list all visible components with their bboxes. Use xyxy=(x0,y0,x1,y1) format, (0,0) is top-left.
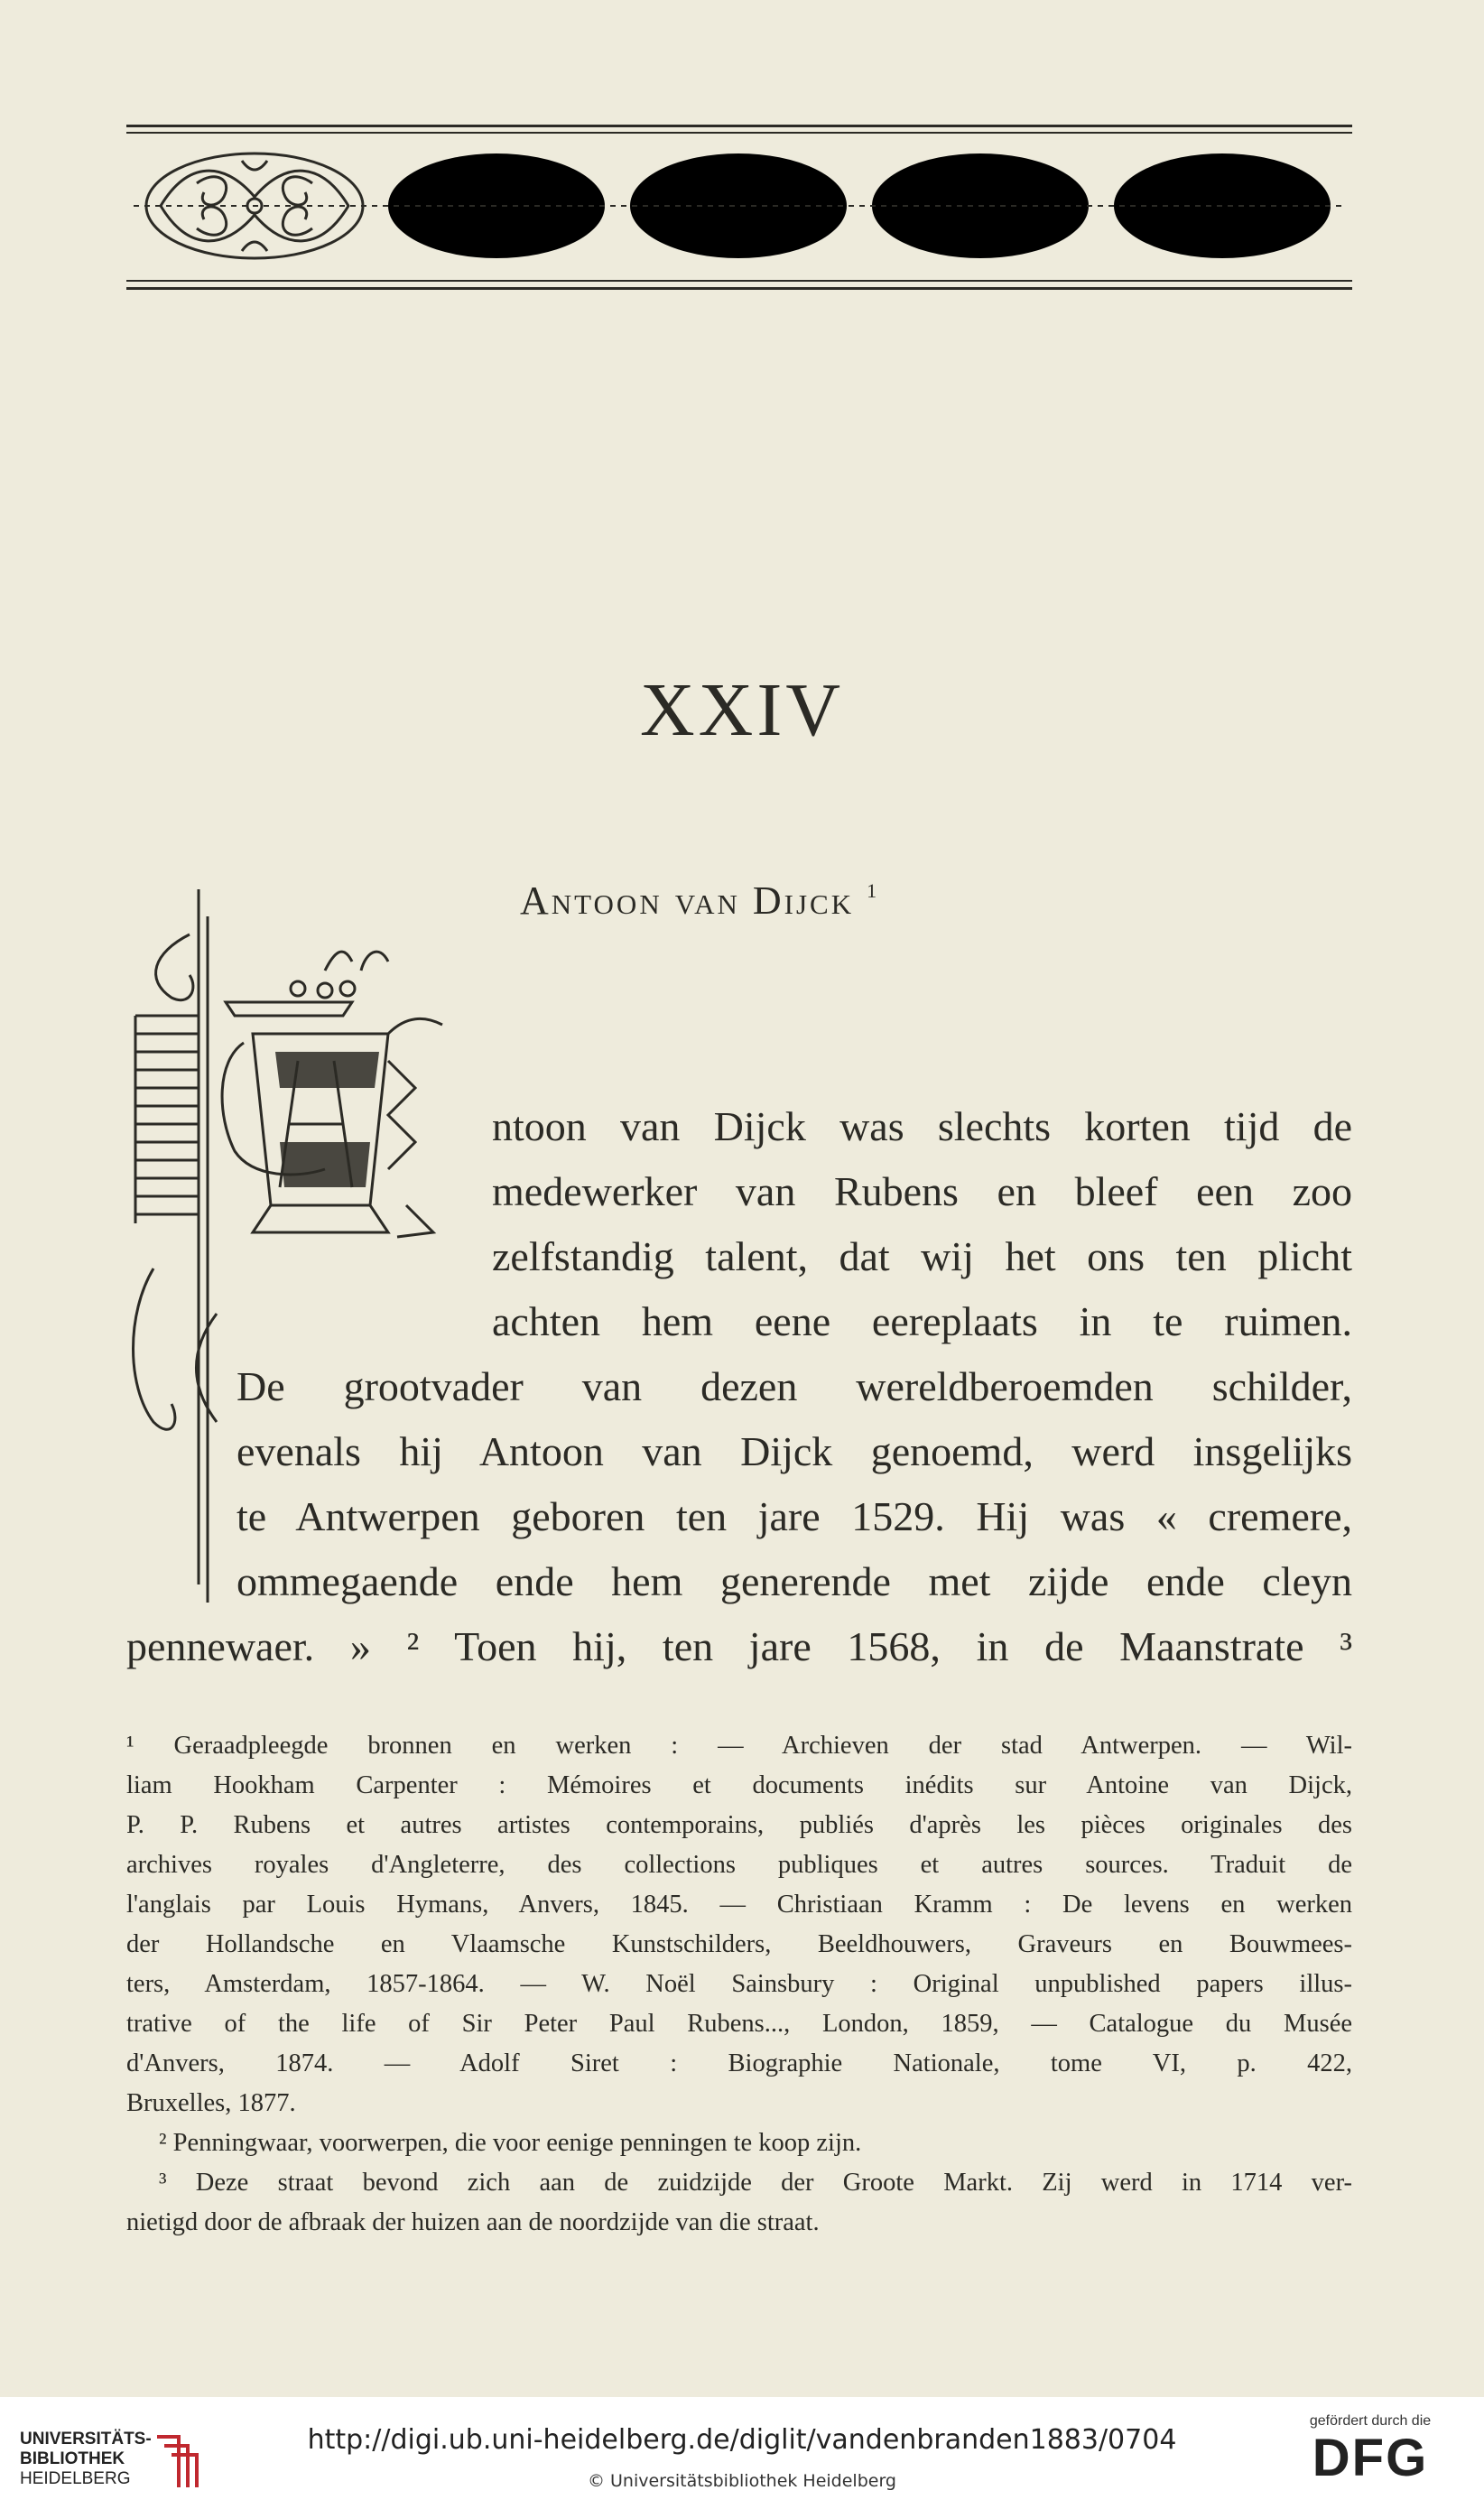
footnote-line-12: ³ Deze straat bevond zich aan de zuidzijde der Groote Markt. Zij werd in 1714 ver- xyxy=(159,2169,1352,2197)
footnote-line-8: trative of the life of Sir Peter Paul Rubens..., London, 1859, — Catalogue du Musée xyxy=(126,2010,1352,2038)
footnote-line-5: l'anglais par Louis Hymans, Anvers, 1845. — Christiaan Kramm : De levens en werken xyxy=(126,1891,1352,1919)
footnote-line-11: ² Penningwaar, voorwerpen, die voor eenige penningen te koop zijn. xyxy=(159,2129,862,2157)
chapter-title xyxy=(520,878,879,924)
chapter-number: XXIV xyxy=(640,668,844,752)
body-line-4: achten hem eene eereplaats in te ruimen. xyxy=(492,1298,1352,1344)
ornamental-header-band xyxy=(134,143,1345,269)
body-line-8: ommegaende ende hem generende met zijde ende cleyn xyxy=(237,1558,1352,1604)
body-line-1: ntoon van Dijck was slechts korten tijd de xyxy=(492,1103,1352,1149)
footnote-line-2: liam Hookham Carpenter : Mémoires et documents inédits sur Antoine van Dijck, xyxy=(126,1771,1352,1799)
dfg-logo: DFG xyxy=(1312,2429,1429,2487)
body-line-3: zelfstandig talent, dat wij het ons ten plicht xyxy=(492,1233,1352,1279)
sponsor-label: gefördert durch die xyxy=(1309,2413,1432,2429)
body-line-5: De grootvader van dezen wereldberoemden schilder, xyxy=(237,1363,1352,1409)
copyright-text: © Universitätsbibliothek Heidelberg xyxy=(587,2471,896,2491)
viewer-footer xyxy=(0,2397,1484,2509)
dfg-sponsor[interactable] xyxy=(1280,2413,1461,2487)
footnote-line-4: archives royales d'Angleterre, des collections publiques et autres sources. Traduit de xyxy=(126,1851,1352,1879)
footnote-line-3: P. P. Rubens et autres artistes contemporains, publiés d'après les pièces originales des xyxy=(126,1811,1352,1839)
library-city: HEIDELBERG xyxy=(20,2469,131,2488)
footnote-line-7: ters, Amsterdam, 1857-1864. — W. Noël Sainsbury : Original unpublished papers illus- xyxy=(126,1970,1352,1998)
body-line-7: te Antwerpen geboren ten jare 1529. Hij was « cremere, xyxy=(237,1493,1352,1539)
footnote-line-13: nietigd door de afbraak der huizen aan de noordzijde van die straat. xyxy=(126,2208,820,2236)
footnote-ref-1: 1 xyxy=(867,879,880,902)
footnote-line-9: d'Anvers, 1874. — Adolf Siret : Biographie Nationale, tome VI, p. 422, xyxy=(126,2049,1352,2077)
footnote-line-1: ¹ Geraadpleegde bronnen en werken : — Archieven der stad Antwerpen. — Wil- xyxy=(126,1732,1352,1760)
library-name-1: UNIVERSITÄTS- xyxy=(20,2430,152,2449)
bottom-rule-inner xyxy=(126,280,1352,282)
body-line-2: medewerker van Rubens en bleef een zoo xyxy=(492,1168,1352,1214)
chapter-title-text: Antoon van Dijck xyxy=(520,878,855,923)
footnote-line-10: Bruxelles, 1877. xyxy=(126,2089,296,2117)
top-rule-inner xyxy=(126,132,1352,134)
footnote-line-6: der Hollandsche en Vlaamsche Kunstschilders, Beeldhouwers, Graveurs en Bouwmees- xyxy=(126,1930,1352,1958)
page-url-link[interactable]: http://digi.ub.uni-heidelberg.de/diglit/vandenbranden1883/0704 xyxy=(307,2424,1177,2456)
bottom-rule-outer xyxy=(126,287,1352,290)
library-name-2: BIBLIOTHEK xyxy=(20,2449,125,2468)
body-line-9: pennewaer. » ² Toen hij, ten jare 1568, in de Maanstrate ³ xyxy=(126,1623,1352,1669)
body-line-6: evenals hij Antoon van Dijck genoemd, werd insgelijks xyxy=(237,1428,1352,1474)
top-rule-outer xyxy=(126,125,1352,127)
